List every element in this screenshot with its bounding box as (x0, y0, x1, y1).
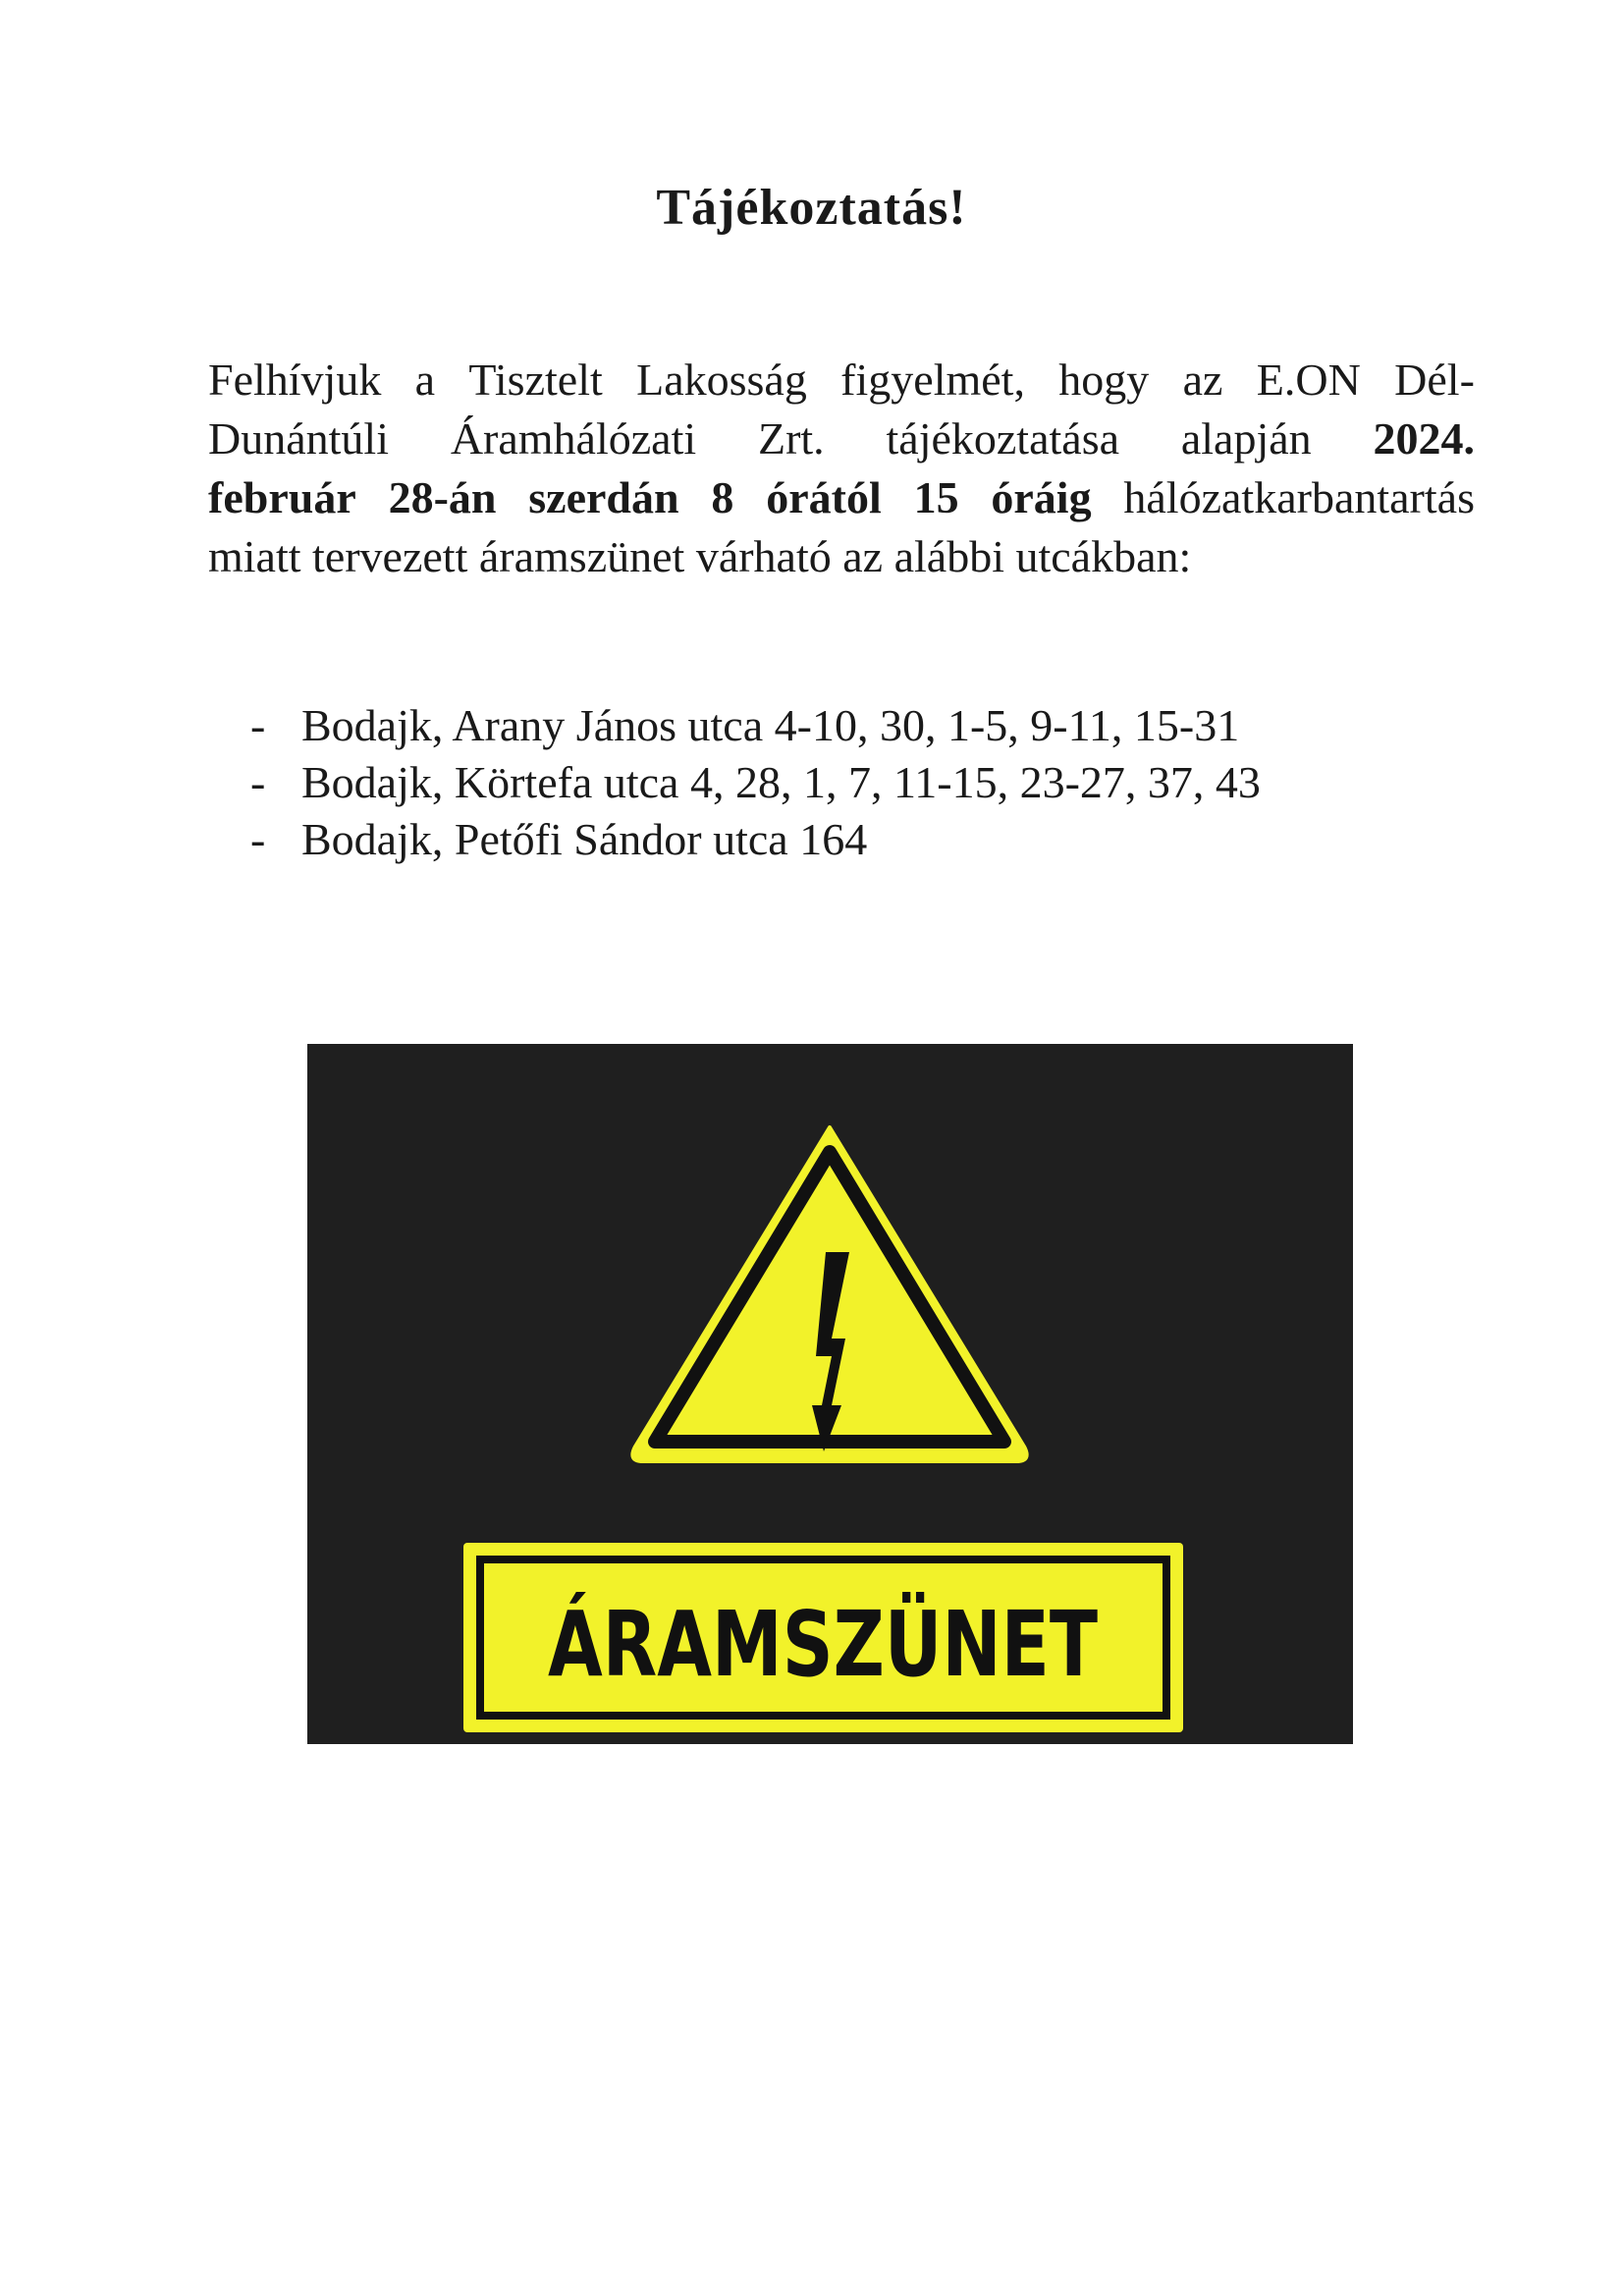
street-text: Bodajk, Körtefa utca 4, 28, 1, 7, 11-15, 23-27, 37, 43 (301, 757, 1261, 807)
list-marker: - (250, 757, 266, 807)
word: Dél- (1394, 355, 1475, 405)
word: Áramhálózati (450, 413, 697, 464)
list-item (250, 754, 1478, 811)
word: hálózatkarbantartás (1123, 472, 1475, 522)
word: figyelmét, (840, 355, 1025, 405)
street-text: Bodajk, Petőfi Sándor utca 164 (301, 814, 868, 864)
word-bold: órától (766, 472, 882, 522)
word: E.ON (1256, 355, 1361, 405)
paragraph-line-3 (208, 468, 1475, 527)
list-item (250, 811, 1478, 868)
word: a (414, 355, 436, 405)
paragraph-line-2 (208, 410, 1475, 468)
line-text: miatt tervezett áramszünet várható az alábbi utcákban: (208, 531, 1192, 581)
word-bold: óráig (991, 472, 1092, 522)
list-marker: - (250, 814, 266, 864)
word: hogy (1058, 355, 1150, 405)
word: Felhívjuk (208, 355, 382, 405)
sign-label-text: ÁRAMSZÜNET (548, 1592, 1251, 1697)
street-list (250, 697, 1478, 868)
list-item (250, 697, 1478, 754)
year-bold: 2024. (1373, 413, 1475, 464)
sign-graphic (307, 1044, 1353, 1744)
paragraph-line-1 (208, 351, 1475, 410)
word: Lakosság (636, 355, 807, 405)
word-bold: február (208, 472, 356, 522)
list-marker: - (250, 700, 266, 750)
word-bold: 28-án (388, 472, 497, 522)
word: alapján (1180, 413, 1312, 464)
word-bold: szerdán (528, 472, 679, 522)
notice-paragraph (208, 351, 1475, 586)
word: Tisztelt (468, 355, 603, 405)
word: az (1182, 355, 1223, 405)
street-text: Bodajk, Arany János utca 4-10, 30, 1-5, 9-11, 15-31 (301, 700, 1240, 750)
word: Dunántúli (208, 413, 389, 464)
page-title: Tájékoztatás! (656, 180, 967, 236)
high-voltage-warning-icon (632, 1127, 1026, 1461)
paragraph-line-4 (208, 527, 1475, 586)
power-outage-sign (307, 1044, 1353, 1744)
word: tájékoztatása (886, 413, 1120, 464)
word-bold: 15 (913, 472, 959, 522)
word-bold: 8 (711, 472, 734, 522)
sign-label-plate (463, 1543, 1251, 1732)
word: Zrt. (757, 413, 825, 464)
